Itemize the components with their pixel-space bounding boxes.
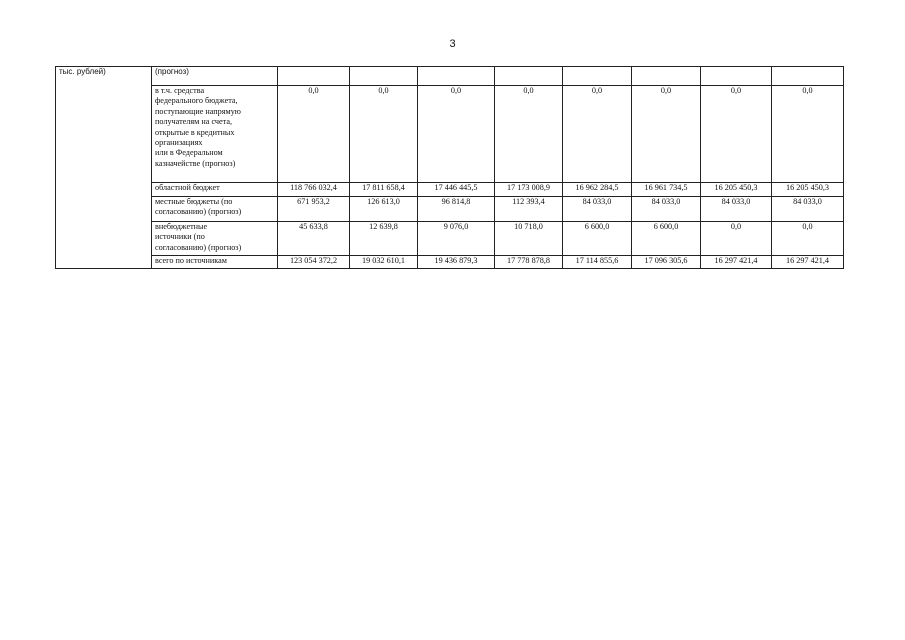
- cell-value: [701, 67, 772, 86]
- cell-value: 17 778 878,8: [495, 256, 563, 269]
- row-label: внебюджетные источники (по согласованию) (прогноз): [152, 222, 278, 256]
- cell-value: 16 205 450,3: [701, 183, 772, 197]
- cell-value: 17 096 305,6: [632, 256, 701, 269]
- cell-value: 84 033,0: [772, 197, 844, 222]
- cell-value: 0,0: [701, 222, 772, 256]
- cell-value: 84 033,0: [632, 197, 701, 222]
- table-row: [56, 222, 844, 256]
- page-number: 3: [449, 38, 456, 50]
- cell-value: [278, 67, 350, 86]
- cell-value: 126 613,0: [350, 197, 418, 222]
- cell-value: 671 953,2: [278, 197, 350, 222]
- cell-value: 0,0: [701, 86, 772, 183]
- row-label: в т.ч. средства федерального бюджета, поступающие напрямую получателям на счета, открытые в кредитных организациях или в Федеральном казначействе (прогноз): [152, 86, 278, 183]
- cell-value: 0,0: [495, 86, 563, 183]
- cell-value: 10 718,0: [495, 222, 563, 256]
- cell-value: 0,0: [350, 86, 418, 183]
- cell-value: 16 962 284,5: [563, 183, 632, 197]
- cell-value: 19 032 610,1: [350, 256, 418, 269]
- cell-value: 19 436 879,3: [418, 256, 495, 269]
- cell-value: 16 205 450,3: [772, 183, 844, 197]
- cell-value: 0,0: [632, 86, 701, 183]
- cell-value: 0,0: [278, 86, 350, 183]
- cell-value: 112 393,4: [495, 197, 563, 222]
- cell-value: 0,0: [772, 222, 844, 256]
- row-label: (прогноз): [152, 67, 278, 86]
- table-row: [56, 197, 844, 222]
- table-row: [56, 183, 844, 197]
- row-label: областной бюджет: [152, 183, 278, 197]
- cell-value: 84 033,0: [701, 197, 772, 222]
- cell-value: 17 811 658,4: [350, 183, 418, 197]
- table-row: [56, 256, 844, 269]
- cell-value: [772, 67, 844, 86]
- cell-value: 84 033,0: [563, 197, 632, 222]
- cell-value: [563, 67, 632, 86]
- cell-value: 0,0: [772, 86, 844, 183]
- row-label: всего по источникам: [152, 256, 278, 269]
- cell-value: 0,0: [563, 86, 632, 183]
- cell-value: 45 633,8: [278, 222, 350, 256]
- row-label: местные бюджеты (по согласованию) (прогноз): [152, 197, 278, 222]
- table-row: [56, 86, 844, 183]
- cell-value: 9 076,0: [418, 222, 495, 256]
- unit-label: тыс. рублей): [56, 67, 152, 269]
- cell-value: 0,0: [418, 86, 495, 183]
- cell-value: [632, 67, 701, 86]
- cell-value: 6 600,0: [563, 222, 632, 256]
- cell-value: [418, 67, 495, 86]
- cell-value: [495, 67, 563, 86]
- cell-value: 16 961 734,5: [632, 183, 701, 197]
- cell-value: 96 814,8: [418, 197, 495, 222]
- cell-value: 123 054 372,2: [278, 256, 350, 269]
- cell-value: 16 297 421,4: [701, 256, 772, 269]
- budget-table: [55, 66, 844, 269]
- cell-value: [350, 67, 418, 86]
- cell-value: 16 297 421,4: [772, 256, 844, 269]
- cell-value: 17 446 445,5: [418, 183, 495, 197]
- cell-value: 12 639,8: [350, 222, 418, 256]
- table-row: [56, 67, 844, 86]
- cell-value: 118 766 032,4: [278, 183, 350, 197]
- cell-value: 17 173 008,9: [495, 183, 563, 197]
- cell-value: 17 114 855,6: [563, 256, 632, 269]
- cell-value: 6 600,0: [632, 222, 701, 256]
